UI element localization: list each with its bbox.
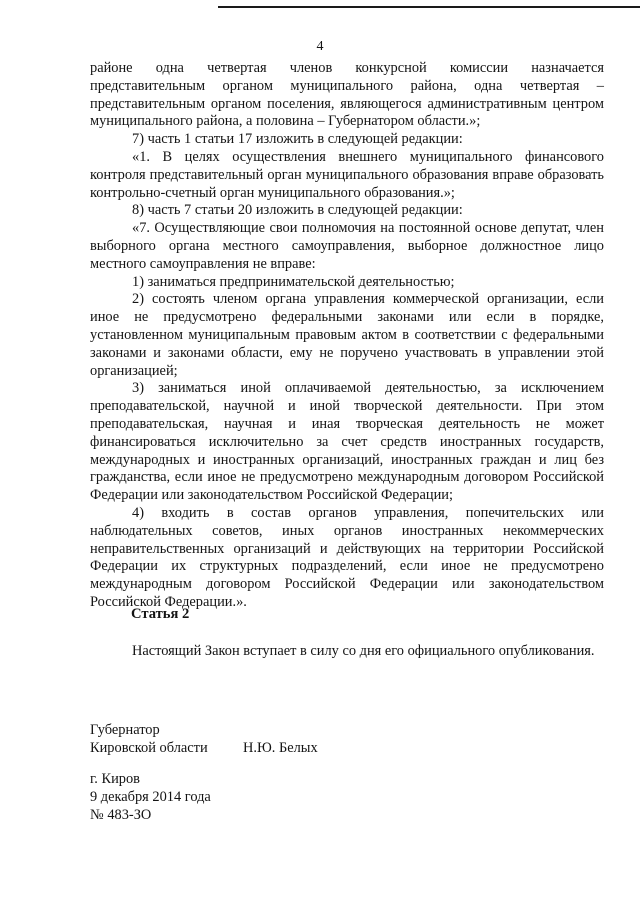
paragraph-item-7-text: «1. В целях осуществления внешнего муниципального финансового контроля представительный орган муниципального образования вправе образовать контрольно-счетный орган муниципального образования.»;	[90, 148, 604, 201]
law-number: № 483-ЗО	[90, 807, 152, 823]
signatory-name: Н.Ю. Белых	[243, 740, 318, 756]
article-2-heading: Статья 2	[131, 606, 190, 622]
list-item-1: 1) заниматься предпринимательской деятельностью;	[132, 273, 455, 290]
paragraph-item-7-intro: 7) часть 1 статьи 17 изложить в следующей редакции:	[132, 131, 463, 148]
place-of-signing: г. Киров	[90, 771, 140, 787]
paragraph-item-8-text: «7. Осуществляющие свои полномочия на постоянной основе депутат, член выборного органа местного самоуправления, выборное должностное лицо местного самоуправления не вправе:	[90, 220, 604, 272]
list-item-3: 3) заниматься иной оплачиваемой деятельностью, за исключением преподавательской, научной и иной творческой деятельности. При этом преподавательская, научная и иная творческая деятельность не может финансироваться исключительно за счет средств иностранных государств, международных и иностранных организаций, иностранных граждан и лиц без гражданства, если иное не предусмотрено международным договором Российской Федерации или законодательством Российской Федерации;	[90, 380, 604, 504]
list-item-2: 2) состоять членом органа управления коммерческой организации, если иное не предусмотрено федеральными законами или если в порядке, установленном муниципальным правовым актом в соответствии с федеральными законами и законами области, ему не поручено участвовать в управлении этой организацией;	[90, 291, 604, 379]
signing-date: 9 декабря 2014 года	[90, 789, 211, 805]
article-1-continued	[90, 60, 604, 612]
list-item-4: 4) входить в состав органов управления, попечительских или наблюдательных советов, иных органов иностранных некоммерческих неправительственных организаций и действующих на территории Российской Федерации их структурных подразделений, если иное не предусмотрено международным договором Российской Федерации или законодательством Российской Федерации.».	[90, 504, 604, 610]
signatory-region: Кировской области	[90, 740, 208, 756]
article-2-text: Настоящий Закон вступает в силу со дня его официального опубликования.	[132, 643, 595, 659]
paragraph-item-8-intro: 8) часть 7 статьи 20 изложить в следующей редакции:	[132, 202, 463, 219]
top-rule	[218, 6, 640, 8]
page-number: 4	[316, 39, 324, 54]
signatory-title: Губернатор	[90, 722, 160, 738]
paragraph-commission-composition: районе одна четвертая членов конкурсной комиссии назначается представительным органом муниципального района, одна четвертая – представительным органом поселения, являющегося административным центром муниципального района, а половина – Губернатором области.»;	[90, 60, 604, 130]
